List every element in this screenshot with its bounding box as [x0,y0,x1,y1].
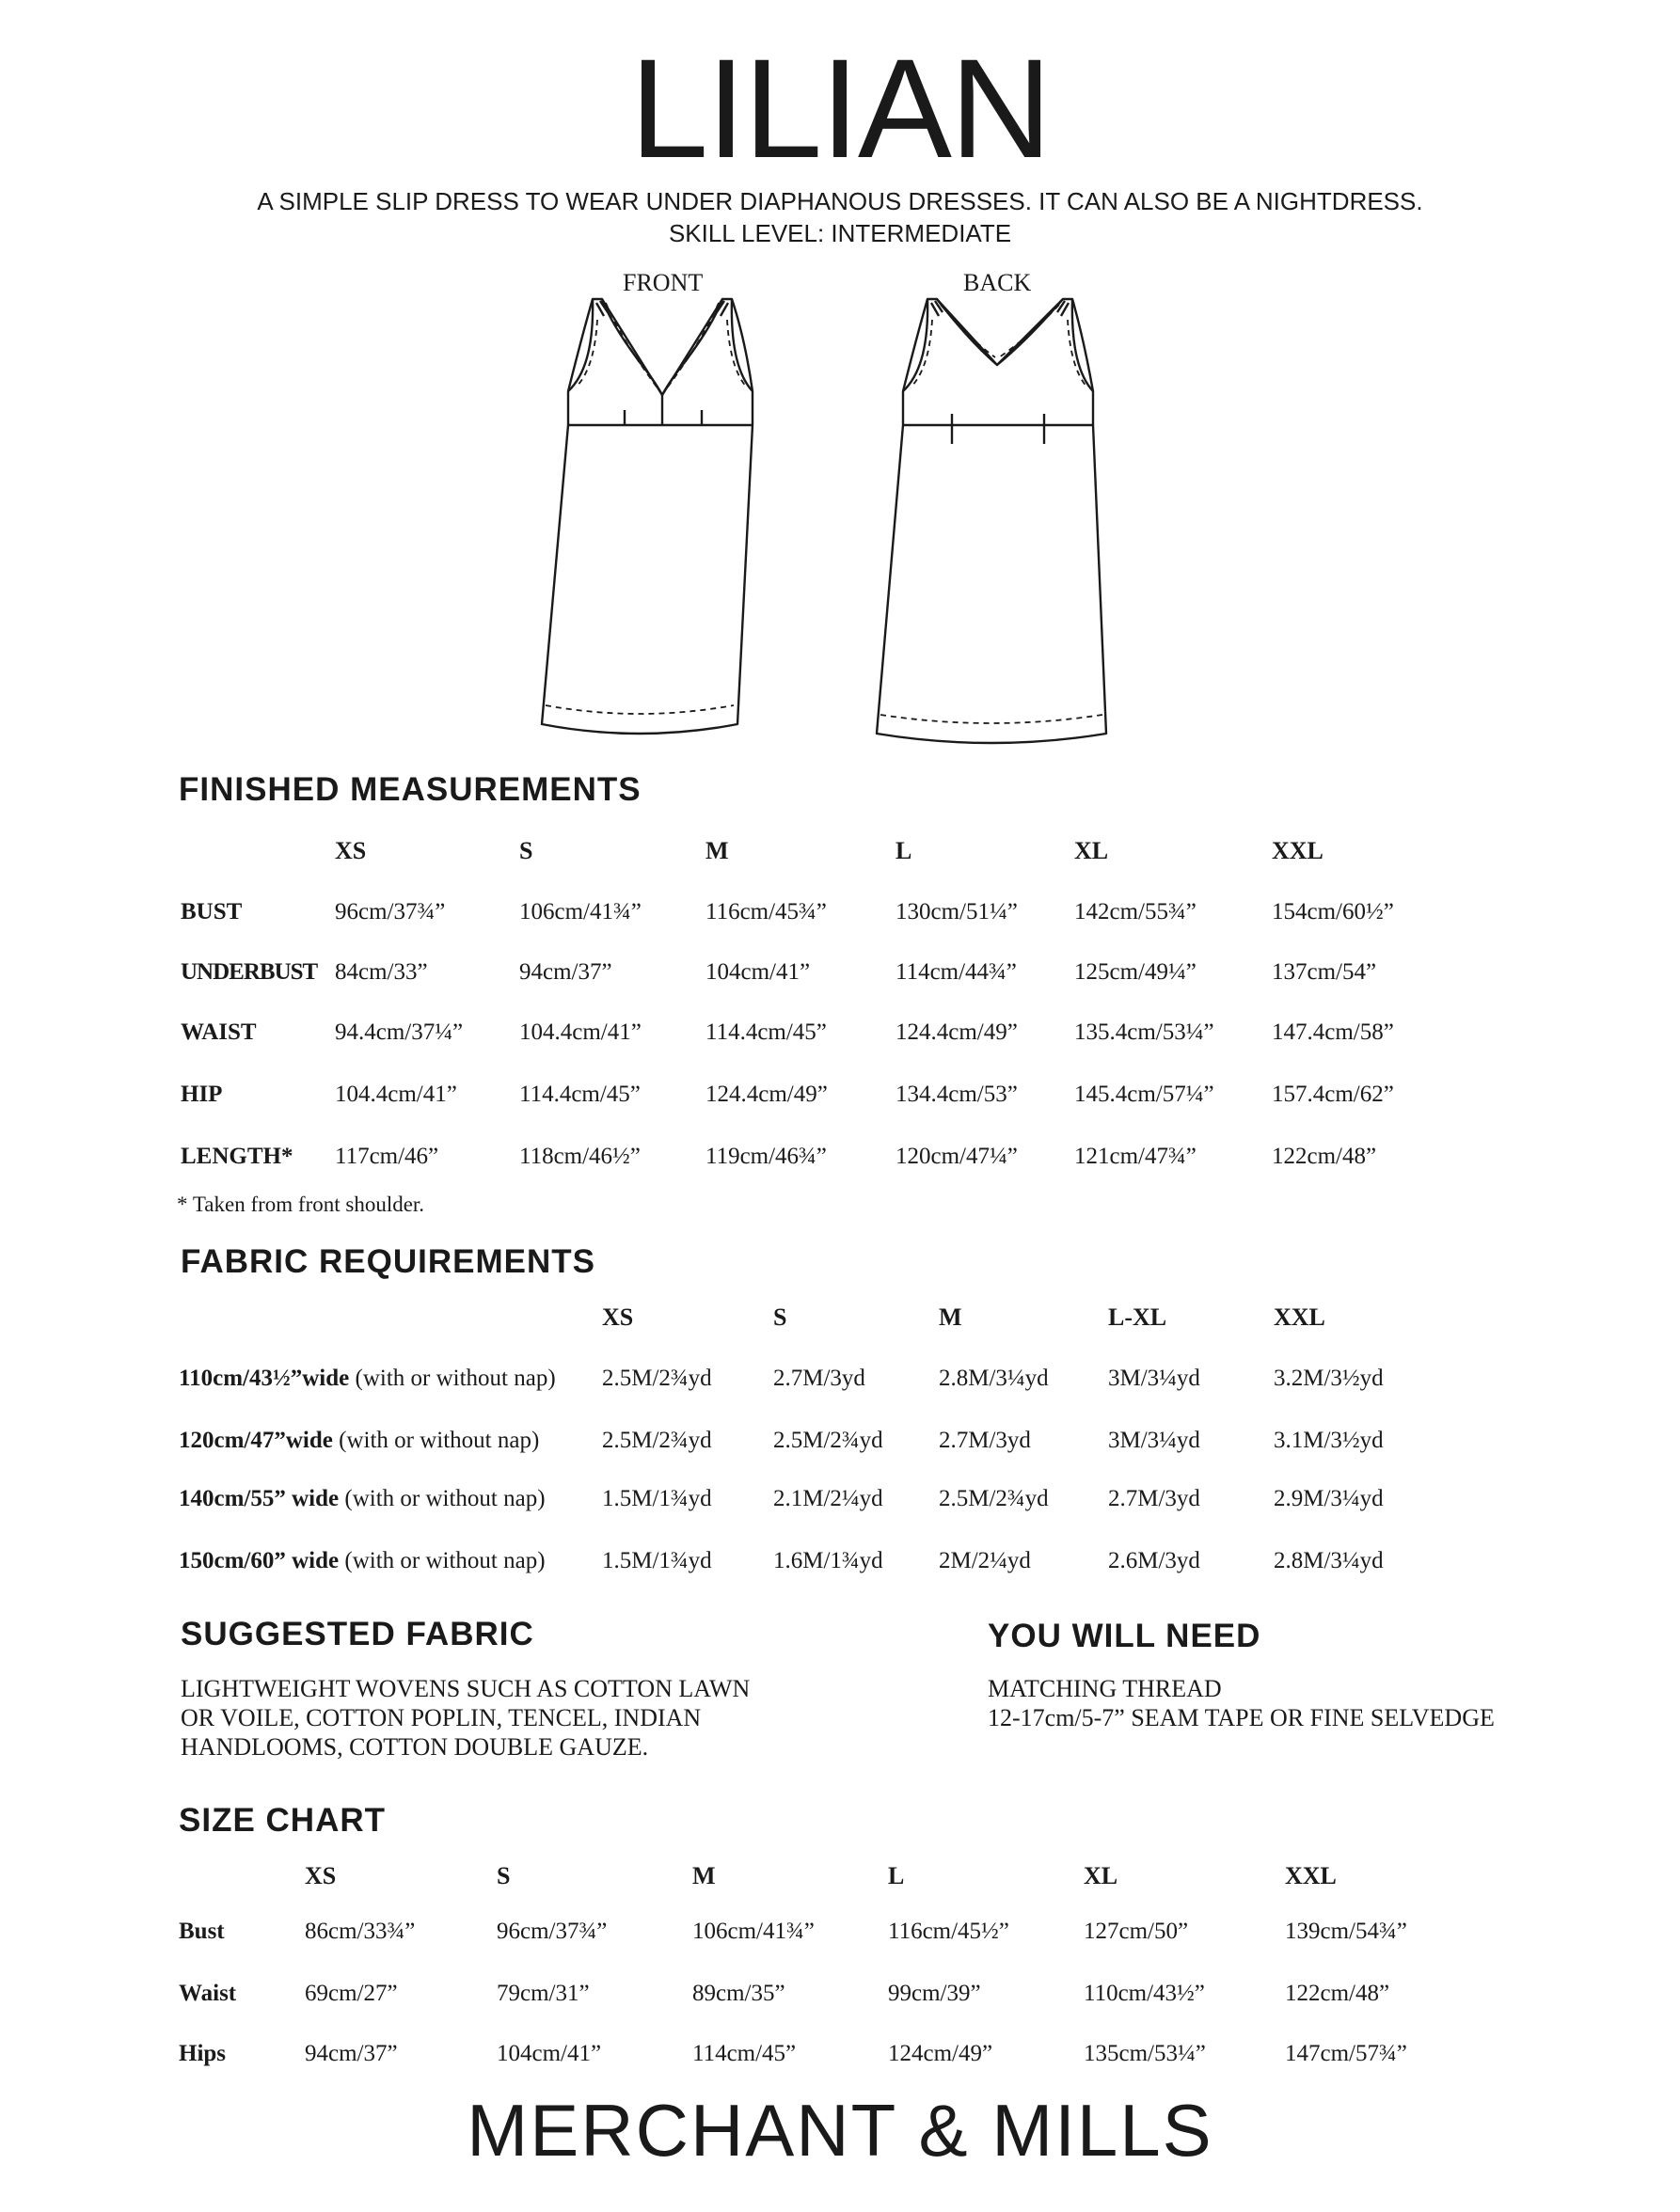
fr-row-label [179,1548,546,1574]
sc-cell: 89cm/35” [692,1981,785,2006]
fm-cell: 114.4cm/45” [519,1082,641,1107]
sc-cell: 86cm/33¾” [305,1919,416,1944]
fm-cell: 114.4cm/45” [705,1019,827,1045]
fm-cell: 114cm/44¾” [895,959,1017,985]
fm-cell: 116cm/45¾” [705,899,827,924]
length-footnote: * Taken from front shoulder. [177,1193,425,1216]
fm-cell: 119cm/46¾” [705,1144,827,1169]
fm-cell: 94cm/37” [519,959,612,985]
sc-cell: 124cm/49” [888,2041,993,2066]
fm-cell: 130cm/51¼” [895,899,1018,924]
fm-cell: 142cm/55¾” [1074,899,1197,924]
sc-cell: 94cm/37” [305,2041,398,2066]
fr-row-label [179,1486,546,1512]
fr-size-header: L-XL [1108,1304,1167,1331]
brand-name: MERCHANT & MILLS [467,2089,1213,2172]
fm-cell: 125cm/49¼” [1074,959,1197,985]
fabric-width: 120cm/47”wide [179,1428,333,1453]
suggested-fabric-text: LIGHTWEIGHT WOVENS SUCH AS COTTON LAWN OR VOILE, COTTON POPLIN, TENCEL, INDIAN HANDLOOMS, COTTON DOUBLE GAUZE. [181,1675,751,1761]
fm-cell: 104.4cm/41” [335,1082,457,1107]
fr-cell: 2.5M/2¾yd [773,1428,883,1453]
fm-cell: 94.4cm/37¼” [335,1019,464,1045]
fr-cell: 2.8M/3¼yd [1274,1548,1384,1573]
sc-row-label: Waist [179,1981,237,2006]
sc-size-header: XL [1084,1862,1118,1889]
fm-cell: 122cm/48” [1272,1144,1377,1169]
sc-size-header: XXL [1285,1862,1337,1889]
fr-cell: 2.1M/2¼yd [773,1486,883,1511]
skill-level: SKILL LEVEL: INTERMEDIATE [668,219,1012,247]
fr-row-label [179,1428,539,1454]
sc-size-header: L [888,1862,905,1889]
sc-cell: 147cm/57¾” [1285,2041,1407,2066]
sc-cell: 135cm/53¼” [1084,2041,1206,2066]
fm-cell: 134.4cm/53” [895,1082,1018,1107]
fm-cell: 121cm/47¾” [1074,1144,1197,1169]
fm-cell: 84cm/33” [335,959,428,985]
sc-cell: 110cm/43½” [1084,1981,1205,2006]
fabric-width: 150cm/60” wide [179,1548,340,1573]
fm-row-label: UNDERBUST [181,959,318,985]
fm-size-header: XL [1074,837,1109,864]
fr-size-header: XXL [1274,1304,1325,1331]
fm-cell: 147.4cm/58” [1272,1019,1394,1045]
fr-cell: 3M/3¼yd [1108,1366,1200,1391]
fm-cell: 124.4cm/49” [895,1019,1018,1045]
fr-cell: 2M/2¼yd [939,1548,1031,1573]
fr-cell: 3.1M/3½yd [1274,1428,1384,1453]
fr-cell: 2.7M/3yd [1108,1486,1200,1511]
fm-cell: 117cm/46” [335,1144,439,1169]
fm-cell: 154cm/60½” [1272,899,1394,924]
fm-size-header: M [705,837,729,864]
fr-cell: 2.9M/3¼yd [1274,1486,1384,1511]
page-title: LILIAN [629,29,1051,187]
sc-cell: 96cm/37¾” [497,1919,608,1944]
fr-cell: 2.5M/2¾yd [602,1428,712,1453]
description: A SIMPLE SLIP DRESS TO WEAR UNDER DIAPHANOUS DRESSES. IT CAN ALSO BE A NIGHTDRESS. [257,187,1423,215]
fm-row-label: LENGTH* [181,1144,293,1169]
suggested-fabric-heading: SUGGESTED FABRIC [181,1616,534,1652]
nap-note: (with or without nap) [332,1428,540,1453]
sc-row-label: Bust [179,1919,225,1944]
fm-size-header: XXL [1272,837,1323,864]
fm-size-header: L [895,837,912,864]
sc-cell: 114cm/45” [692,2041,797,2066]
fm-row-label: WAIST [181,1019,257,1045]
sc-cell: 127cm/50” [1084,1919,1189,1944]
fm-row-label: BUST [181,899,243,924]
fr-size-header: XS [602,1304,634,1331]
fm-cell: 145.4cm/57¼” [1074,1082,1214,1107]
fm-cell: 137cm/54” [1272,959,1377,985]
fr-cell: 2.5M/2¾yd [602,1366,712,1391]
fm-cell: 118cm/46½” [519,1144,641,1169]
front-view-label: FRONT [623,269,704,296]
sc-cell: 116cm/45½” [888,1919,1009,1944]
front-view-drawing [542,299,753,734]
fr-cell: 1.6M/1¾yd [773,1548,883,1573]
fm-cell: 135.4cm/53¼” [1074,1019,1214,1045]
nap-note: (with or without nap) [339,1548,546,1573]
sc-cell: 104cm/41” [497,2041,602,2066]
fabric-width: 140cm/55” wide [179,1486,340,1511]
fr-cell: 3.2M/3½yd [1274,1366,1384,1391]
dress-technical-drawing [508,263,1166,752]
fr-size-header: M [939,1304,962,1331]
sc-cell: 79cm/31” [497,1981,590,2006]
fm-cell: 96cm/37¾” [335,899,446,924]
fm-cell: 124.4cm/49” [705,1082,828,1107]
sc-cell: 122cm/48” [1285,1981,1390,2006]
fabric-requirements-heading: FABRIC REQUIREMENTS [181,1243,595,1280]
back-view-drawing [877,299,1106,743]
fr-cell: 1.5M/1¾yd [602,1486,712,1511]
sc-cell: 69cm/27” [305,1981,398,2006]
sc-cell: 139cm/54¾” [1285,1919,1407,1944]
fm-cell: 104cm/41” [705,959,811,985]
fr-cell: 3M/3¼yd [1108,1428,1200,1453]
sc-cell: 99cm/39” [888,1981,981,2006]
fr-size-header: S [773,1304,787,1331]
fr-cell: 2.7M/3yd [773,1366,865,1391]
fr-cell: 2.6M/3yd [1108,1548,1200,1573]
fr-row-label [179,1366,556,1392]
fr-cell: 2.7M/3yd [939,1428,1031,1453]
nap-note: (with or without nap) [349,1366,556,1391]
sc-cell: 106cm/41¾” [692,1919,815,1944]
fm-size-header: S [519,837,533,864]
fm-cell: 157.4cm/62” [1272,1082,1394,1107]
fm-cell: 106cm/41¾” [519,899,642,924]
you-will-need-text: MATCHING THREAD 12-17cm/5-7” SEAM TAPE OR FINE SELVEDGE [988,1675,1495,1731]
sc-size-header: S [497,1862,511,1889]
fm-cell: 120cm/47¼” [895,1144,1018,1169]
sc-size-header: M [692,1862,716,1889]
fm-size-header: XS [335,837,367,864]
back-view-label: BACK [963,269,1032,296]
fr-cell: 2.8M/3¼yd [939,1366,1049,1391]
fr-cell: 1.5M/1¾yd [602,1548,712,1573]
fr-cell: 2.5M/2¾yd [939,1486,1049,1511]
size-chart-heading: SIZE CHART [179,1802,386,1839]
nap-note: (with or without nap) [339,1486,546,1511]
sc-row-label: Hips [179,2041,227,2066]
you-will-need-heading: YOU WILL NEED [988,1618,1261,1654]
finished-measurements-heading: FINISHED MEASUREMENTS [179,771,642,808]
fabric-width: 110cm/43½”wide [179,1366,350,1391]
fm-row-label: HIP [181,1082,223,1107]
sc-size-header: XS [305,1862,337,1889]
fm-cell: 104.4cm/41” [519,1019,642,1045]
